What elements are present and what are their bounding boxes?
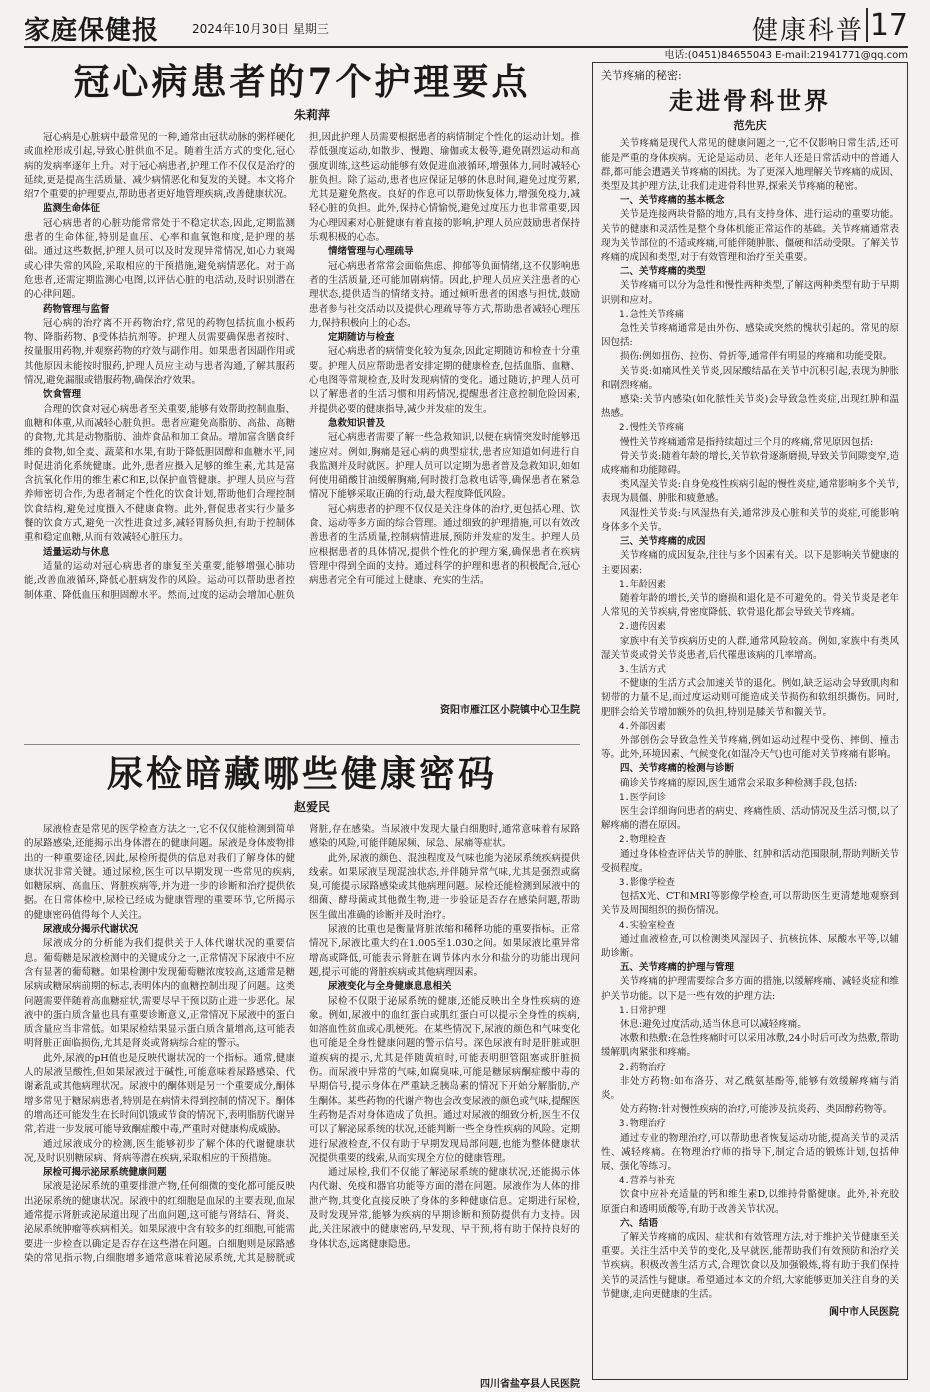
article-author: 赵爱民 — [293, 800, 330, 814]
subheading: 定期随访与检查 — [328, 332, 395, 344]
paragraph: 家族中有关节疾病历史的人群,通常风险较高。例如,家族中有类风湿关节炎或骨关节炎患者,后代罹患该病的几率增高。 — [601, 635, 899, 661]
paragraph: 通过尿检,我们不仅能了解泌尿系统的健康状况,还能揭示体内代谢、免疫和器官功能等方面的潜在问题。尿液作为人体的排泄产物,其变化直接反映了身体的多种健康信息。定期进行尿检,及时发现异常,能够为疾病的早期诊断和预防提供有力支持。因此,关注尿液中的健康密码,早发现、早干预,将有助于保持良好的身体状态,远离健康隐患。 — [309, 1167, 580, 1250]
section-name: 健康科普 — [751, 16, 864, 46]
paragraph: 不健康的生活方式会加速关节的退化。例如,缺乏运动会导致肌肉和韧带的力量不足,而过度运动则可能造成关节损伤和软组织撕伤。同时,肥胖会给关节增加额外的负担,特别是膝关节和髋关节。 — [601, 678, 899, 718]
paragraph: 处方药物:针对慢性疾病的治疗,可能涉及抗炎药、类固醇药物等。 — [620, 1104, 893, 1116]
paragraph: 关节是连接两块骨骼的地方,具有支持身体、进行运动的重要功能。关节的健康和灵活性是整个身体机能正常运作的基础。关节疼痛通常表现为关节部位的不适或疼痛,可能伴随肿胀、僵硬和活动受限。了解关节疼痛的成因和类型,对于有效管理和治疗至关重要。 — [601, 209, 899, 264]
subheading: 五、关节疼痛的护理与管理 — [620, 962, 735, 974]
contact-info: 电话:(0451)84655043 E-mail:21941771@qq.com — [664, 50, 908, 61]
subheading: 4.外部因素 — [619, 721, 666, 732]
paragraph: 合理的饮食对冠心病患者至关重要,能够有效帮助控制血脂、血糖和体重,从而减轻心脏负担。患者应避免高脂肪、高盐、高糖的食物,尤其是动物脂肪、油炸食品和加工食品。增加富含膳食纤维的食物,如全麦、蔬菜和水果,有助于降低胆固醇和血糖水平,同时促进消化系统健康。此外,患者应摄入足够的维生素,尤其是富含抗氧化作用的维生素C和E,以保护血管健康。护理人员应与营养师密切合作,为患者制定个性化的饮食计划,帮助他们合理控制饮食结构,避免过度摄入不健康食物。此外,督促患者实行少量多餐的饮食方式,避免一次性进食过多,减轻胃肠负担,有助于控制体重和稳定血糖,从而有效减轻心脏压力。 — [24, 403, 295, 544]
paragraph: 包括X光、CT和MRI等影像学检查,可以帮助医生更清楚地观察到关节及周围组织的损伤情况。 — [601, 891, 899, 917]
subheading: 适量运动与休息 — [43, 546, 110, 558]
paragraph: 冠心病患者常常会面临焦虑、抑郁等负面情绪,这不仅影响患者的生活质量,还可能加剧病情。因此,护理人员应关注患者的心理状态,提供适当的情绪支持。通过倾听患者的困惑与担忧,鼓励患者参与社交活动以及提供心理疏导等方式,帮助患者减轻心理压力,保持积极向上的心态。 — [309, 260, 580, 329]
subheading: 2.慢性关节疼痛 — [619, 423, 684, 434]
subheading: 2.遗传因素 — [619, 622, 666, 633]
subheading: 2.物理检查 — [619, 835, 666, 846]
paragraph: 外部创伤会导致急性关节疼痛,例如运动过程中受伤、摔倒、撞击等。此外,环境因素、气候变化(如湿冷天气)也可能对关节疼痛有影响。 — [601, 734, 899, 761]
paragraph: 关节疼痛可以分为急性和慢性两种类型,了解这两种类型有助于早期识别和应对。 — [601, 280, 899, 306]
paragraph: 冰敷和热敷:在急性疼痛时可以采用冰敷,24小时后可改为热敷,帮助缓解肌肉紧张和疼痛。 — [601, 1033, 899, 1059]
paper-name: 家庭保健报 — [24, 16, 160, 46]
article-signature: 四川省盐亭县人民医院 — [480, 1379, 580, 1390]
paragraph: 慢性关节疼痛通常是指持续超过三个月的疼痛,常见原因包括: — [620, 436, 874, 448]
subheading: 二、关节疼痛的类型 — [620, 266, 706, 278]
article-signature: 阆中市人民医院 — [829, 1307, 899, 1319]
article-title: 冠心病患者的7个护理要点 — [73, 61, 531, 103]
subheading: 急救知识普及 — [328, 417, 386, 429]
article-heart-care — [24, 60, 580, 730]
article-title: 走进骨科世界 — [669, 86, 831, 116]
subheading: 情绪管理与心理疏导 — [328, 246, 414, 258]
article-urine-test — [24, 752, 580, 1390]
page-number: 17 — [869, 8, 908, 43]
article-divider — [24, 744, 580, 745]
paragraph: 尿检不仅限于泌尿系统的健康,还能反映出全身性疾病的迹象。例如,尿液中的血红蛋白或肌红蛋白可以提示全身性的疾病,如溶血性贫血或心肌梗死。在某些情况下,尿液的颜色和气味变化也可能是全身性健康问题的警示信号。深色尿液有时是肝脏或胆道疾病的提示,尤其是伴随黄疸时,可能表明胆管阻塞或肝脏损伤。而尿液中异常的气味,如腐臭味,可能是糖尿病酮症酸中毒的早期信号,提示身体在严重缺乏胰岛素的情况下开始分解脂肪,产生酮体。某些药物的代谢产物也会改变尿液的颜色或气味,提醒医生药物是否对身体造成了负担。通过对尿液的细致分析,医生不仅可以了解泌尿系统的状况,还能判断一些全身性疾病的风险。定期进行尿液检查,不仅有助于早期发现局部问题,也能为整体健康状况提供重要的线索,从而实现全方位的健康管理。 — [309, 995, 580, 1164]
paragraph: 确诊关节疼痛的原因,医生通常会采取多种检测手段,包括: — [620, 777, 858, 789]
paragraph: 冠心病患者需要了解一些急救知识,以便在病情突发时能够迅速应对。例如,胸痛是冠心病的典型症状,患者应知道如何进行自我监测并及时就医。护理人员可以定期为患者普及急救知识,如如何使用硝酸甘油缓解胸痛,何时拨打急救电话等,确保患者在紧急情况下能够采取正确的行动,最大程度降低风险。 — [309, 432, 580, 501]
subheading: 六、结语 — [620, 1217, 659, 1229]
paragraph: 此外,尿液的pH值也是反映代谢状况的一个指标。通常,健康人的尿液呈酸性,但如果尿液过于碱性,可能意味着尿路感染、代谢紊乱或其他病理状况。尿液中的酮体则是另一个重要成分,酮体增多常见于糖尿病患者,特别是在病情未得到控制的情况下。酮体的增高还可能发生在长时间饥饿或节食的情况下,表明脂肪代谢异常,若进一步发展可能导致酮症酸中毒,严重时对健康构成威胁。 — [24, 1052, 295, 1136]
paragraph: 休息:避免过度活动,适当休息可以减轻疼痛。 — [620, 1019, 807, 1030]
paragraph: 尿液检查是常见的医学检查方法之一,它不仅仅能检测到简单的尿路感染,还能揭示出身体潜在的健康问题。尿液是身体废物排出的一种重要途径,因此,尿检所提供的信息对我们了解身体的健康状况非常关键。通过尿检,医生可以早期发现一些常见的疾病,如糖尿病、高血压、肾脏疾病等,并为进一步的诊断和治疗提供依据。在日常体检中,尿检已经成为健康管理的重要环节,它所揭示的健康密码值得每个人关注。 — [24, 824, 295, 921]
paragraph: 通过尿液成分的检测,医生能够初步了解个体的代谢健康状况,及时识别糖尿病、肾病等潜在疾病,采取相应的干预措施。 — [24, 1138, 295, 1164]
paragraph: 尿液是泌尿系统的重要排泄产物,任何细微的变化都可能反映出泌尿系统的健康状况。尿液中的红细胞是血尿的主要表现,血尿通常提示肾脏或泌尿道出现了出血问题,这可能与肾结石、肾炎、泌尿系统肿瘤等疾病相关。如果尿液中含有较多的红细胞,可能需要进一步检查以确定是否存在这些潜在问题。白细胞则是尿路感染的常见指示物,白细胞增多通常意味着泌尿系统,尤其是膀胱或肾脏,存在感染。当尿液中发现大量白细胞时,通常意味着有尿路感染的风险,可能伴随尿频、尿急、尿痛等症状。 — [24, 824, 580, 1264]
paragraph: 冠心病的治疗离不开药物治疗,常见的药物包括抗血小板药物、降脂药物、β受体拮抗剂等。护理人员需要确保患者按时、按量服用药物,并观察药物的疗效与副作用。如果患者因副作用或其他原因未能按时服药,护理人员应主动与患者沟通,了解其服药情况,避免漏服或错服药物,确保治疗效果。 — [24, 317, 295, 387]
paragraph: 关节疼痛的成因复杂,往往与多个因素有关。以下是影响关节健康的主要因素: — [601, 550, 899, 576]
article-body — [24, 131, 580, 697]
article-signature: 资阳市雁江区小院镇中心卫生院 — [440, 705, 580, 716]
subheading: 监测生命体征 — [43, 203, 101, 215]
masthead-divider — [866, 8, 868, 42]
subheading: 2.药物治疗 — [619, 1062, 666, 1073]
subheading: 三、关节疼痛的成因 — [620, 536, 706, 548]
paragraph: 感染:关节内感染(如化脓性关节炎)会导致急性炎症,出现红肿和温热感。 — [601, 394, 899, 420]
paragraph: 骨关节炎:随着年龄的增长,关节软骨逐渐磨损,导致关节间隙变窄,造成疼痛和功能障碍。 — [601, 450, 899, 477]
masthead — [24, 6, 908, 48]
paragraph: 随着年龄的增长,关节的磨损和退化是不可避免的。骨关节炎是老年人常见的关节疾病,骨密度降低、软骨退化都会导致关节疼痛。 — [601, 592, 899, 619]
paragraph: 关节炎:如痛风性关节炎,因尿酸结晶在关节中沉积引起,表现为肿胀和剧烈疼痛。 — [601, 365, 899, 391]
subheading: 一、关节疼痛的基本概念 — [620, 195, 725, 207]
subheading: 1.急性关节疼痛 — [619, 309, 684, 320]
article-author: 范先庆 — [733, 119, 767, 133]
subheading: 尿检可揭示泌尿系统健康问题 — [43, 1167, 167, 1179]
subheading: 药物管理与监督 — [43, 303, 110, 315]
subheading: 3.物理治疗 — [619, 1119, 666, 1130]
paragraph: 冠心病患者的心脏功能常常处于不稳定状态,因此,定期监测患者的生命体征,特别是血压、心率和血氧饱和度,是护理的基础。通过这些数据,护理人员可以及时发现异常情况,如心力衰竭或心律失常的风险,采取相应的干预措施,避免病情恶化。对于高危患者,还需定期监测心电图,以评估心脏的电活动,及时识别潜在的心律问题。 — [24, 217, 295, 301]
subheading: 4.实验室检查 — [619, 920, 675, 931]
paragraph: 关节疼痛的护理需要综合多方面的措施,以缓解疼痛、减轻炎症和维护关节功能。以下是一些有效的护理方法: — [601, 976, 899, 1002]
paragraph: 医生会详细询问患者的病史、疼痛性质、活动情况及生活习惯,以了解疼痛的潜在原因。 — [601, 805, 899, 832]
paragraph: 通过血液检查,可以检测类风湿因子、抗核抗体、尿酸水平等,以辅助诊断。 — [601, 933, 899, 959]
article-author: 朱莉萍 — [293, 108, 330, 122]
paragraph: 适量的运动对冠心病患者的康复至关重要,能够增强心肺功能,改善血液循环,降低心脏病发作的风险。运动可以帮助患者控制体重、降低血压和胆固醇水平。然而,过度的运动会增加心脏负担,因此护理人员需要根据患者的病情制定个性化的运动计划。推荐低强度运动,如散步、慢跑、瑜伽或太极等,避免剧烈运动和高强度训练,这些运动能够有效促进血液循环,增强体力,同时减轻心脏负担。除了运动,患者也应保证足够的休息时间,避免过度劳累,尤其是避免熬夜。良好的作息可以帮助恢复体力,增强免疫力,减轻心脏的负担。此外,保持心情愉悦,避免过度压力也非常重要,因为心理因素对心脏健康有着直接的影响,护理人员应鼓励患者保持乐观积极的心态。 — [24, 132, 580, 601]
paragraph: 冠心病患者的病情变化较为复杂,因此定期随访和检查十分重要。护理人员应帮助患者安排定期的健康检查,包括血脂、血糖、心电图等常规检查,及时发现病情的变化。通过随访,护理人员可以了解患者的生活习惯和用药情况,提醒患者注意控制危险因素,并提供必要的健康指导,减少并发症的发生。 — [309, 346, 580, 415]
paragraph: 风湿性关节炎:与风湿热有关,通常涉及心脏和关节的炎症,可能影响身体多个关节。 — [601, 507, 899, 533]
paragraph: 冠心病患者的护理不仅仅是关注身体的治疗,更包括心理、饮食、运动等多方面的综合管理。通过细致的护理措施,可以有效改善患者的生活质量,控制病情进展,预防并发症的发生。护理人员应根据患者的具体情况,提供个性化的护理方案,确保患者在疾病管理中得到全面的支持。通过科学的护理和患者的积极配合,冠心病患者完全有可能过上健康、充实的生活。 — [309, 503, 580, 587]
paragraph: 尿液的比重也是衡量肾脏浓缩和稀释功能的重要指标。正常情况下,尿液比重大约在1.005至1.030之间。如果尿液比重异常增高或降低,可能表示肾脏在调节体内水分和盐分的功能出现问题,提示可能的肾脏疾病或其他病理因素。 — [309, 924, 580, 978]
subheading: 3.影像学检查 — [619, 877, 675, 888]
paragraph: 关节疼痛是现代人常见的健康问题之一,它不仅影响日常生活,还可能是严重的身体疾病。无论是运动员、老年人还是日常活动中的普通人群,都可能会遭遇关节疼痛的困扰。为了更深入地理解关节疼痛的成因、类型及其护理方法,让我们走进骨科世界,探索关节疼痛的秘密。 — [601, 138, 899, 193]
paragraph: 通过身体检查评估关节的肿胀、红肿和活动范围限制,帮助判断关节受损程度。 — [601, 848, 899, 874]
paragraph: 非处方药物:如布洛芬、对乙酰氨基酚等,能够有效缓解疼痛与消炎。 — [601, 1075, 899, 1102]
subheading: 尿液成分揭示代谢状况 — [43, 924, 139, 936]
issue-date: 2024年10月30日 星期三 — [192, 22, 329, 36]
article-title: 尿检暗藏哪些健康密码 — [106, 753, 497, 795]
paragraph: 了解关节疼痛的成因、症状和有效管理方法,对于维护关节健康至关重要。关注生活中关节的变化,及早就医,能帮助我们有效预防和治疗关节疾病。积极改善生活方式,合理饮食以及加强锻炼,将有助于我们保持关节的灵活性与健康。希望通过本文的介绍,大家能够更加关注自身的关节健康,走向更健康的生活。 — [601, 1232, 899, 1300]
article-joint-pain — [592, 62, 908, 1380]
article-body — [24, 823, 580, 1371]
subheading: 1.年龄因素 — [619, 579, 666, 590]
subheading: 尿液变化与全身健康息息相关 — [328, 981, 452, 993]
paragraph: 饮食中应补充适量的钙和维生素D,以维持骨骼健康。此外,补充胶原蛋白和透明质酸等,有助于改善关节状况。 — [601, 1189, 899, 1215]
paragraph: 急性关节疼痛通常是由外伤、感染或突然的愧状引起的。常见的原因包括: — [601, 323, 899, 349]
paragraph: 此外,尿液的颜色、混浊程度及气味也能为泌尿系统疾病提供线索。如果尿液呈现混浊状态,并伴随异常气味,尤其是强烈或腐臭,可能提示尿路感染或其他病理问题。尿检还能检测到尿液中的细菌、酵母菌或其他微生物,进一步验证是否存在感染问题,帮助医生做出准确的诊断并及时治疗。 — [309, 852, 580, 921]
subheading: 3.生活方式 — [619, 664, 666, 675]
paragraph: 尿液成分的分析能为我们提供关于人体代谢状况的重要信息。葡萄糖是尿液检测中的关键成分之一,正常情况下尿液中不应含有显著的葡萄糖。如果检测中发现葡萄糖浓度较高,这通常是糖尿病或糖尿病前期的标志,表明体内的血糖控制出现了问题。这类问题需要伴随着高血糖症状,需要尽早干预以防止进一步恶化。尿液中的蛋白质含量也具有重要诊断意义,正常情况下尿液中的蛋白质含量应当非常低。如果尿检结果显示蛋白质含量增高,这可能表明肾脏正面临损伤,尤其是肾炎或肾病综合症的警示。 — [24, 938, 295, 1050]
subheading: 1.医学问诊 — [619, 792, 666, 803]
paragraph: 冠心病是心脏病中最常见的一种,通常由冠状动脉的粥样硬化或血栓形成引起,导致心脏供血不足。随着生活方式的变化,冠心病的发病率逐年上升。对于冠心病患者,护理工作不仅仅是治疗的延续,更是提高生活质量、减少病情恶化和复发的关键。本文将介绍7个重要的护理要点,帮助患者更好地管理疾病,改善健康状况。 — [24, 132, 295, 201]
subheading: 四、关节疼痛的检测与诊断 — [620, 763, 735, 775]
subheading: 饮食管理 — [43, 389, 82, 401]
subheading: 4.营养与补充 — [619, 1176, 675, 1187]
paragraph: 类风湿关节炎:自身免疫性疾病引起的慢性炎症,通常影响多个关节,表现为晨僵、肿胀和疲惫感。 — [601, 479, 899, 505]
article-kicker: 关节疼痛的秘密: — [601, 69, 682, 82]
paragraph: 损伤:例如扭伤、拉伤、骨折等,通常伴有明显的疼痛和功能受限。 — [620, 351, 893, 363]
paragraph: 通过专业的物理治疗,可以帮助患者恢复运动功能,提高关节的灵活性、减轻疼痛。在物理治疗师的指导下,制定合适的锻炼计划,包括伸展、强化等练习。 — [601, 1132, 899, 1173]
article-body — [601, 137, 899, 1302]
subheading: 1.日常护理 — [619, 1005, 666, 1016]
